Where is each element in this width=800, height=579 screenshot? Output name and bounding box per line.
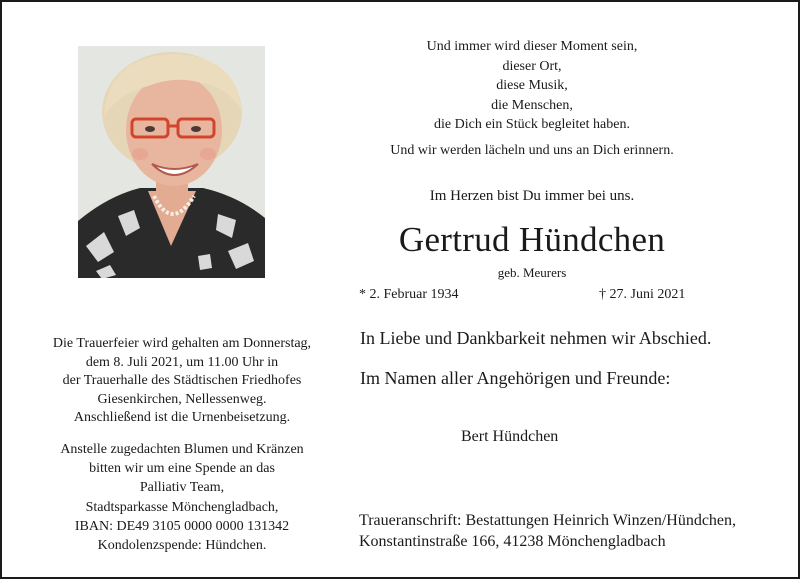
signer-name: Bert Hündchen	[461, 428, 559, 445]
address-line: Konstantinstraße 166, 41238 Mönchengladbach	[359, 533, 666, 550]
remembrance-line: Und wir werden lächeln und uns an Dich erinnern.	[390, 143, 674, 158]
deceased-name: Gertrud Hündchen	[398, 220, 666, 259]
poem-verse	[352, 37, 712, 135]
ceremony-line: dem 8. Juli 2021, um 11.00 Uhr in	[85, 354, 279, 370]
ceremony-line: Die Trauerfeier wird gehalten am Donnerstag,	[52, 336, 312, 351]
ceremony-line: Anschließend ist die Urnenbeisetzung.	[73, 410, 291, 426]
maiden-name: geb. Meurers	[497, 265, 567, 280]
portrait-photo	[78, 46, 265, 278]
donation-line: Palliativ Team,	[139, 480, 225, 496]
donation-line: Stadtsparkasse Mönchengladbach,	[85, 499, 279, 515]
birth-date: * 2. Februar 1934	[359, 287, 459, 302]
iban-line: IBAN: DE49 3105 0000 0000 131342	[74, 518, 290, 534]
donation-details	[22, 440, 342, 555]
donation-line: bitten wir um eine Spende an das	[89, 461, 275, 477]
farewell-statement: In Liebe und Dankbarkeit nehmen wir Abschied.	[360, 328, 712, 348]
heart-line: Im Herzen bist Du immer bei uns.	[429, 188, 635, 204]
funeral-details	[22, 335, 342, 428]
ceremony-line: der Trauerhalle des Städtischen Friedhofes	[62, 373, 302, 389]
mourning-address	[359, 510, 736, 552]
on-behalf-line: Im Namen aller Angehörigen und Freunde:	[360, 368, 671, 388]
donation-line: Kondolenzspende: Hündchen.	[97, 538, 267, 554]
death-date: † 27. Juni 2021	[599, 287, 686, 302]
poem-line: die Dich ein Stück begleitet haben.	[434, 117, 630, 133]
poem-line: die Menschen,	[491, 97, 573, 113]
donation-line: Anstelle zugedachten Blumen und Kränzen	[60, 442, 304, 457]
ceremony-line: Giesenkirchen, Nellessenweg.	[97, 391, 267, 407]
poem-line: Und immer wird dieser Moment sein,	[426, 39, 638, 54]
poem-line: diese Musik,	[496, 78, 568, 94]
portrait-illustration	[78, 46, 265, 278]
poem-line: dieser Ort,	[502, 58, 562, 74]
address-line: Traueranschrift: Bestattungen Heinrich Winzen/Hündchen,	[359, 512, 737, 529]
